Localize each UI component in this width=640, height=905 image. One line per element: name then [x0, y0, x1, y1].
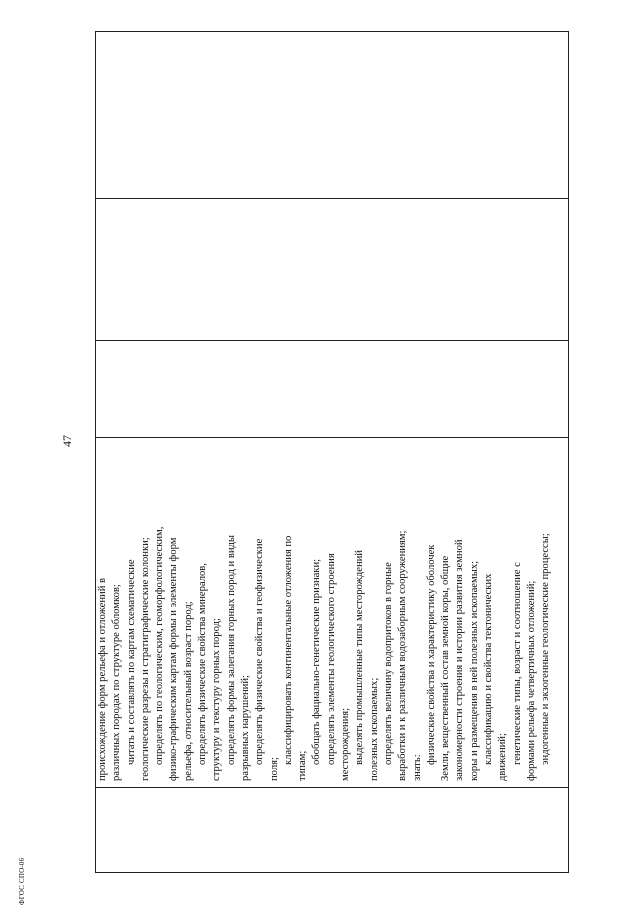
- content-line: знать:: [411, 754, 423, 781]
- table-cell-content: [95, 437, 569, 787]
- content-line: читать и составлять по картам схематические: [125, 559, 137, 765]
- content-line: физико-графическим картам формы и элементы форм: [168, 537, 180, 781]
- content-line: месторождения;: [340, 707, 352, 781]
- content-line: происхождение форм рельефа и отложений в: [97, 577, 108, 781]
- content-line: поля;: [268, 757, 280, 781]
- footer-code: [18, 858, 26, 905]
- content-line: классифицировать континентальные отложения по: [282, 535, 294, 765]
- content-line: движений;: [497, 733, 509, 781]
- table-cell-competences: [95, 31, 569, 198]
- content-line: Земли, вещественный состав земной коры, общие: [440, 555, 452, 781]
- table-cell-hours: [95, 340, 569, 437]
- content-line: коры и размещения в ней полезных ископаемых;: [468, 560, 480, 781]
- content-line: формами рельефа четвертичных отложений;: [525, 580, 537, 781]
- content-line: генетические типы, возраст и соотношение с: [511, 562, 523, 765]
- content-line: разрывных нарушений;: [239, 675, 251, 781]
- content-line: геологические разрезы и стратиграфические колонки;: [139, 537, 151, 781]
- content-line: структуру и текстуру горных пород;: [211, 618, 223, 781]
- curriculum-table: [95, 31, 569, 873]
- content-line: различных породах по структуре обломков;: [111, 584, 123, 781]
- content-line: выделять промышленные типы месторождений: [354, 550, 366, 765]
- content-line: определять элементы геологического строения: [325, 553, 337, 765]
- content-line: определять физические свойства и геофизические: [254, 538, 266, 765]
- content-line: определять физические свойства минералов,: [197, 563, 209, 765]
- content-line: физические свойства и характеристику оболочек: [425, 544, 437, 765]
- content-line: рельефа, относительный возраст пород;: [182, 601, 194, 781]
- table-cell-discipline: [95, 198, 569, 340]
- content-lines: [96, 442, 554, 781]
- content-line: обобщать фациально-генетические признаки;: [311, 558, 323, 765]
- content-line: выработки и к различным водозаборным сооружениям;: [397, 530, 409, 781]
- content-line: полезных ископаемых;: [368, 677, 380, 781]
- content-line: типам;: [297, 750, 309, 781]
- content-line: классификацию и свойства тектонических: [483, 573, 495, 765]
- content-line: эндогенные и экзогенные геологические процессы;: [540, 533, 552, 765]
- content-line: закономерности строения и истории развития земной: [454, 539, 466, 781]
- content-line: определять формы залегания горных пород и виды: [225, 534, 237, 765]
- content-line: определять по геологическим, геоморфологическим,: [154, 526, 166, 765]
- footer-code-text: ФГОС СПО-06: [18, 857, 26, 905]
- page-number: 47: [60, 435, 74, 447]
- table-cell-code: [95, 787, 569, 873]
- content-line: определять величину водопритоков в горные: [382, 562, 394, 765]
